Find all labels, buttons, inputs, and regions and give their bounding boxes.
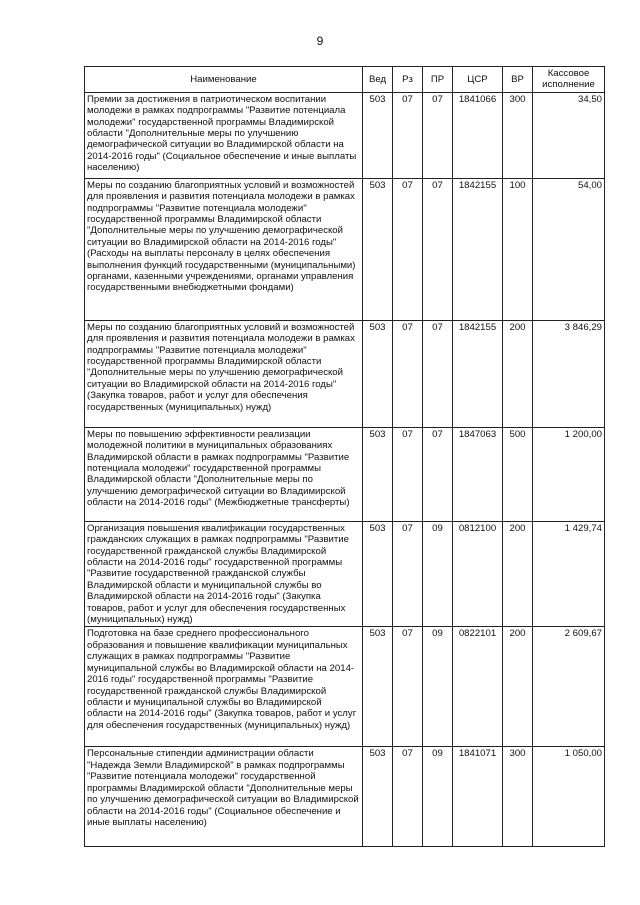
row-pr: 09 xyxy=(423,747,453,847)
header-rz: Рз xyxy=(393,67,423,93)
row-amount: 3 846,29 xyxy=(533,320,605,427)
row-vr: 500 xyxy=(503,427,533,521)
header-vr: ВР xyxy=(503,67,533,93)
header-ved: Вед xyxy=(363,67,393,93)
row-ved: 503 xyxy=(363,521,393,627)
row-name: Меры по созданию благоприятных условий и возможностей для проявления и развития потенциала молодежи в рамках подпрограммы "Развитие потенциала молодежи" государственной программы Владимирской области "Дополнительные меры по улучшению демографической ситуации во Владимирской области на 2014-2016 годы" (Расходы на выплаты персоналу в целях обеспечения выполнения функций государственными (муниципальными) органами, казенными учреждениями, органами управления государственными внебюджетными фондами) xyxy=(85,178,363,320)
row-csr: 1841066 xyxy=(453,92,503,178)
row-ved: 503 xyxy=(363,747,393,847)
row-pr: 07 xyxy=(423,320,453,427)
row-amount: 1 200,00 xyxy=(533,427,605,521)
row-rz: 07 xyxy=(393,320,423,427)
table-row xyxy=(85,627,605,747)
row-vr: 200 xyxy=(503,320,533,427)
row-csr: 1842155 xyxy=(453,320,503,427)
row-pr: 09 xyxy=(423,627,453,747)
row-amount: 1 429,74 xyxy=(533,521,605,627)
row-rz: 07 xyxy=(393,747,423,847)
row-vr: 300 xyxy=(503,747,533,847)
row-vr: 100 xyxy=(503,178,533,320)
row-csr: 0822101 xyxy=(453,627,503,747)
row-rz: 07 xyxy=(393,92,423,178)
row-ved: 503 xyxy=(363,427,393,521)
row-vr: 300 xyxy=(503,92,533,178)
row-amount: 34,50 xyxy=(533,92,605,178)
header-csr: ЦСР xyxy=(453,67,503,93)
row-amount: 1 050,00 xyxy=(533,747,605,847)
table-row xyxy=(85,178,605,320)
row-rz: 07 xyxy=(393,178,423,320)
table-row xyxy=(85,521,605,627)
table-row xyxy=(85,92,605,178)
row-name: Меры по созданию благоприятных условий и возможностей для проявления и развития потенциала молодежи в рамках подпрограммы "Развитие потенциала молодежи" государственной программы Владимирской области "Дополнительные меры по улучшению демографической ситуации во Владимирской области на 2014-2016 годы" (Закупка товаров, работ и услуг для обеспечения государственных (муниципальных) нужд) xyxy=(85,320,363,427)
row-pr: 07 xyxy=(423,92,453,178)
row-ved: 503 xyxy=(363,627,393,747)
header-amount: Кассовое исполнение xyxy=(533,67,605,93)
row-rz: 07 xyxy=(393,427,423,521)
table-header-row xyxy=(85,67,605,93)
row-name: Персональные стипендии администрации области "Надежда Земли Владимирской" в рамках подпрограммы "Развитие потенциала молодежи" государственной программы Владимирской области "Дополнительные меры по улучшению демографической ситуации во Владимирской области на 2014-2016 годы" (Социальное обеспечение и иные выплаты населению) xyxy=(85,747,363,847)
header-pr: ПР xyxy=(423,67,453,93)
row-ved: 503 xyxy=(363,178,393,320)
row-vr: 200 xyxy=(503,521,533,627)
row-csr: 1842155 xyxy=(453,178,503,320)
row-pr: 09 xyxy=(423,521,453,627)
row-vr: 200 xyxy=(503,627,533,747)
row-ved: 503 xyxy=(363,320,393,427)
page-number: 9 xyxy=(316,34,324,48)
row-name: Организация повышения квалификации государственных гражданских служащих в рамках подпрограммы "Развитие государственной гражданской службы Владимирской области на 2014-2016 годы" государственной программы "Развитие государственной гражданской службы Владимирской области и муниципальной службы во Владимирской области на 2014-2016 годы" (Закупка товаров, работ и услуг для обеспечения государственных (муниципальных) нужд) xyxy=(85,521,363,627)
row-name: Меры по повышению эффективности реализации молодежной политики в муниципальных образованиях Владимирской области в рамках подпрограммы "Развитие потенциала молодежи" государственной программы Владимирской области "Дополнительные меры по улучшению демографической ситуации во Владимирской области на 2014-2016 годы" (Межбюджетные трансферты) xyxy=(85,427,363,521)
row-csr: 0812100 xyxy=(453,521,503,627)
table-row xyxy=(85,427,605,521)
row-name: Подготовка на базе среднего профессионального образования и повышение квалификации муниципальных служащих в рамках подпрограммы "Развитие муниципальной службы во Владимирской области на 2014-2016 годы" государственной программы "Развитие государственной гражданской службы Владимирской области и муниципальной службы во Владимирской области на 2014-2016 годы" (Закупка товаров, работ и услуг для обеспечения государственных (муниципальных) нужд) xyxy=(85,627,363,747)
row-ved: 503 xyxy=(363,92,393,178)
header-name: Наименование xyxy=(85,67,363,93)
row-rz: 07 xyxy=(393,627,423,747)
row-rz: 07 xyxy=(393,521,423,627)
row-amount: 54,00 xyxy=(533,178,605,320)
row-name: Премии за достижения в патриотическом воспитании молодежи в рамках подпрограммы "Развитие потенциала молодежи" государственной программы Владимирской области "Дополнительные меры по улучшению демографической ситуации во Владимирской области на 2014-2016 годы" (Социальное обеспечение и иные выплаты населению) xyxy=(85,92,363,178)
row-amount: 2 609,67 xyxy=(533,627,605,747)
table-row xyxy=(85,320,605,427)
row-csr: 1847063 xyxy=(453,427,503,521)
row-pr: 07 xyxy=(423,427,453,521)
row-csr: 1841071 xyxy=(453,747,503,847)
row-pr: 07 xyxy=(423,178,453,320)
budget-table xyxy=(84,66,605,847)
table-row xyxy=(85,747,605,847)
